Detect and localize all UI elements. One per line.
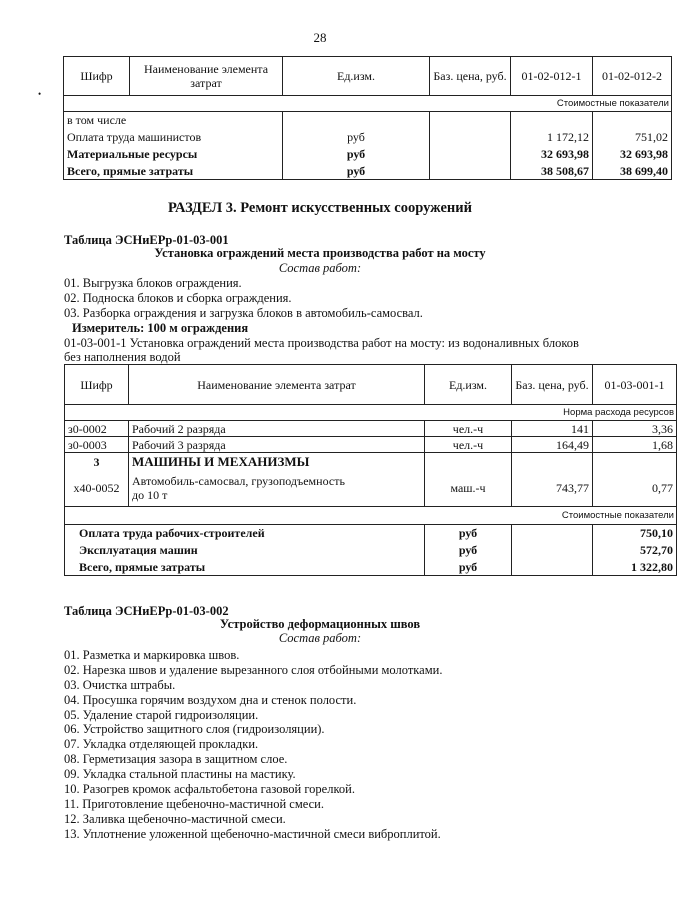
total-value: 1 322,80	[593, 559, 677, 576]
group-title: МАШИНЫ И МЕХАНИЗМЫ	[129, 453, 425, 471]
resource-base-price: 743,77	[512, 471, 593, 507]
row-value-2	[593, 112, 672, 129]
work-step: 11. Приготовление щебеночно-мастичной смеси.	[64, 796, 324, 811]
norm-banner: Норма расхода ресурсов	[65, 405, 677, 421]
resource-base-price: 141	[512, 421, 593, 437]
resource-unit: маш.-ч	[425, 471, 512, 507]
total-value: 572,70	[593, 542, 677, 559]
col-base-price-header: Баз. цена, руб.	[512, 365, 593, 405]
row-unit: руб	[283, 163, 430, 180]
row-value-1	[511, 112, 593, 129]
total-unit: руб	[425, 542, 512, 559]
row-value-2: 38 699,40	[593, 163, 672, 180]
table-row	[64, 163, 672, 180]
total-label: Всего, прямые затраты	[65, 559, 425, 576]
total-unit: руб	[425, 559, 512, 576]
col-unit-header: Ед.изм.	[283, 57, 430, 96]
norm-description: 01-03-001-1 Установка ограждений места производства работ на мосту: из водоналивных блоков	[64, 336, 579, 350]
cost-table-01-02-012	[63, 56, 672, 180]
resource-unit: чел.-ч	[425, 437, 512, 453]
row-unit	[283, 112, 430, 129]
col-name-header: Наименование элемента затрат	[129, 365, 425, 405]
table-row	[65, 471, 677, 507]
resource-name-line: до 10 т	[132, 488, 168, 503]
work-step: 02. Нарезка швов и удаление вырезанного слоя отбойными молотками.	[64, 662, 443, 677]
page-number: 28	[313, 30, 327, 45]
row-label: в том числе	[64, 112, 283, 129]
empty-cell	[425, 453, 512, 471]
empty-cell	[593, 453, 677, 471]
col-code-header: Шифр	[65, 365, 129, 405]
work-steps-list	[64, 648, 442, 842]
work-step: 06. Устройство защитного слоя (гидроизоляции).	[64, 722, 325, 737]
col-rate-header: 01-03-001-1	[593, 365, 677, 405]
measure-unit: Измеритель: 100 м ограждения	[72, 321, 249, 335]
table-row	[65, 559, 677, 576]
work-step: 02. Подноска блоков и сборка ограждения.	[64, 291, 292, 305]
resource-base-price: 164,49	[512, 437, 593, 453]
col-code-header: Шифр	[64, 57, 130, 96]
work-step: 13. Уплотнение уложенной щебеночно-мастичной смеси виброплитой.	[64, 826, 441, 841]
work-title: Установка ограждений места производства работ на мосту	[154, 246, 486, 260]
row-base	[430, 129, 511, 146]
group-row	[65, 453, 677, 471]
resource-name	[129, 471, 425, 507]
resource-name: Рабочий 3 разряда	[129, 437, 425, 453]
margin-mark: •	[38, 89, 42, 99]
row-base	[430, 146, 511, 163]
empty-cell	[512, 542, 593, 559]
work-step: 03. Разборка ограждения и загрузка блоков в автомобиль-самосвал.	[64, 306, 423, 320]
composition-heading: Состав работ:	[278, 261, 362, 275]
total-value: 750,10	[593, 525, 677, 542]
row-unit: руб	[283, 146, 430, 163]
work-step: 01. Разметка и маркировка швов.	[64, 648, 240, 662]
col-rate-1-header: 01-02-012-1	[511, 57, 593, 96]
row-base	[430, 163, 511, 180]
work-step: 10. Разогрев кромок асфальтобетона газовой горелкой.	[64, 782, 355, 797]
resource-code: з0-0003	[65, 437, 129, 453]
resource-table-01-03-001	[64, 364, 677, 576]
row-value-2: 32 693,98	[593, 146, 672, 163]
work-step: 09. Укладка стальной пластины на мастику.	[64, 767, 296, 782]
total-label: Оплата труда рабочих-строителей	[65, 525, 425, 542]
resource-value: 3,36	[593, 421, 677, 437]
col-base-price-header: Баз. цена, руб.	[430, 57, 511, 96]
total-label: Эксплуатация машин	[65, 542, 425, 559]
composition-heading: Состав работ:	[278, 631, 362, 645]
empty-cell	[512, 453, 593, 471]
work-step: 08. Герметизация зазора в защитном слое.	[64, 752, 288, 767]
norm-banner-row	[65, 405, 677, 421]
resource-value: 1,68	[593, 437, 677, 453]
row-unit: руб	[283, 129, 430, 146]
table-row	[64, 146, 672, 163]
table-row	[65, 525, 677, 542]
group-number: 3	[65, 453, 129, 471]
table-row	[64, 112, 672, 129]
table-header-row	[64, 57, 672, 96]
resource-name-line: Автомобиль-самосвал, грузоподъемность	[132, 474, 345, 489]
work-step: 12. Заливка щебеночно-мастичной смеси.	[64, 811, 286, 826]
table-row	[64, 129, 672, 146]
section-title: РАЗДЕЛ 3. Ремонт искусственных сооружений	[167, 200, 472, 216]
work-step: 01. Выгрузка блоков ограждения.	[64, 276, 242, 290]
norm-description: без наполнения водой	[64, 350, 181, 364]
work-step: 04. Просушка горячим воздухом дна и стенок полости.	[64, 692, 357, 707]
resource-name: Рабочий 2 разряда	[129, 421, 425, 437]
resource-code: з0-0002	[65, 421, 129, 437]
row-value-1: 38 508,67	[511, 163, 593, 180]
table-row	[65, 437, 677, 453]
cost-banner-row	[64, 96, 672, 112]
cost-banner: Стоимостные показатели	[65, 507, 677, 525]
row-label: Материальные ресурсы	[64, 146, 283, 163]
table-id: Таблица ЭСНиЕРр-01-03-002	[64, 604, 229, 618]
resource-code: х40-0052	[65, 471, 129, 507]
col-unit-header: Ед.изм.	[425, 365, 512, 405]
work-step: 05. Удаление старой гидроизоляции.	[64, 707, 259, 722]
work-step: 03. Очистка штрабы.	[64, 677, 176, 692]
cost-banner: Стоимостные показатели	[64, 96, 672, 112]
table-row	[65, 542, 677, 559]
row-label: Оплата труда машинистов	[64, 129, 283, 146]
row-value-1: 32 693,98	[511, 146, 593, 163]
table-header-row	[65, 365, 677, 405]
row-base	[430, 112, 511, 129]
row-label: Всего, прямые затраты	[64, 163, 283, 180]
cost-banner-row	[65, 507, 677, 525]
col-rate-2-header: 01-02-012-2	[593, 57, 672, 96]
total-unit: руб	[425, 525, 512, 542]
row-value-1: 1 172,12	[511, 129, 593, 146]
work-step: 07. Укладка отделяющей прокладки.	[64, 737, 259, 752]
empty-cell	[512, 525, 593, 542]
table-id: Таблица ЭСНиЕРр-01-03-001	[64, 233, 229, 247]
work-title: Устройство деформационных швов	[219, 617, 421, 631]
row-value-2: 751,02	[593, 129, 672, 146]
table-row	[65, 421, 677, 437]
resource-value: 0,77	[593, 471, 677, 507]
col-name-header: Наименование элемента затрат	[130, 57, 283, 96]
empty-cell	[512, 559, 593, 576]
resource-unit: чел.-ч	[425, 421, 512, 437]
